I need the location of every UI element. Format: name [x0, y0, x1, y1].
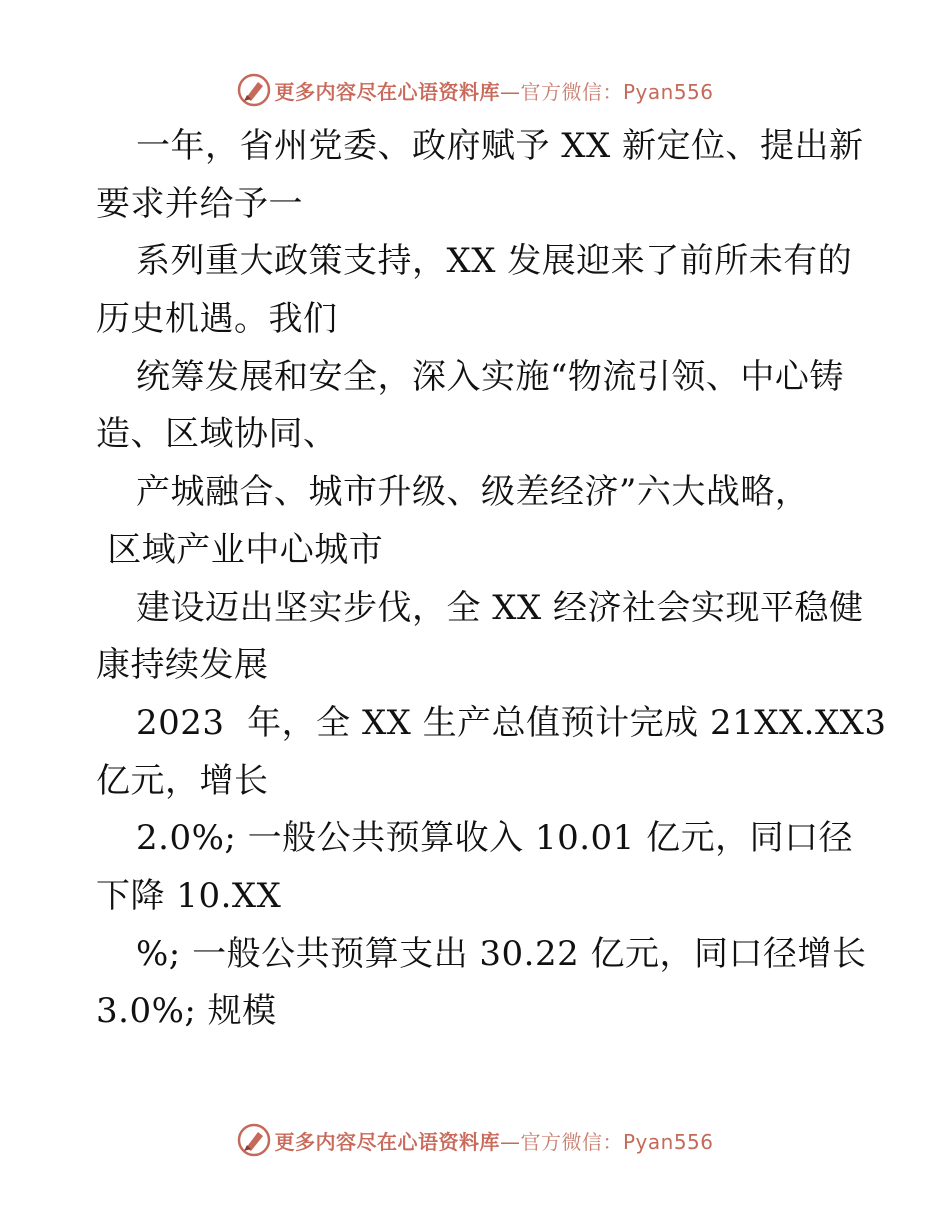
paragraph-4-line-1: 产城融合、城市升级、级差经济”六大战略， — [136, 472, 810, 513]
paragraph-3-line-2: 造、区域协同、 — [96, 414, 338, 455]
header-watermark — [0, 70, 950, 110]
watermark-text — [274, 76, 713, 105]
paragraph-5-line-2: 康持续发展 — [96, 645, 269, 686]
watermark-wechat-id: Pyan556 — [622, 79, 714, 104]
paragraph-8-line-1: %; 一般公共预算支出 30.22 亿元，同口径增长 — [136, 933, 867, 974]
paragraph-7-line-2: 下降 10.XX — [96, 875, 282, 916]
watermark-separator: — — [499, 79, 521, 104]
document-body — [96, 118, 896, 1041]
paragraph-6-line-2: 亿元，增长 — [96, 760, 269, 801]
paragraph-2-line-1: 系列重大政策支持，XX 发展迎来了前所未有的 — [136, 241, 853, 282]
paragraph-4-line-2: 区域产业中心城市 — [96, 529, 384, 570]
watermark-separator: — — [499, 1129, 521, 1154]
paragraph-1-line-2: 要求并给予一 — [96, 183, 303, 224]
paragraph-1-line-1: 一年，省州党委、政府赋予 XX 新定位、提出新 — [136, 126, 864, 166]
fountain-pen-icon — [236, 72, 272, 108]
watermark-site: 更多内容尽在心语资料库 — [274, 1129, 500, 1154]
fountain-pen-icon — [236, 1122, 272, 1158]
watermark-wechat-id: Pyan556 — [622, 1129, 714, 1154]
paragraph-6-line-1: 2023 年，全 XX 生产总值预计完成 21XX.XX3 — [136, 702, 887, 743]
paragraph-2-line-2: 历史机遇。我们 — [96, 299, 338, 340]
watermark-wechat-label: 官方微信： — [520, 1129, 623, 1154]
watermark-wechat-label: 官方微信： — [520, 79, 623, 104]
paragraph-7-line-1: 2.0%; 一般公共预算收入 10.01 亿元，同口径 — [136, 818, 854, 859]
paragraph-8-line-2: 3.0%; 规模 — [96, 991, 277, 1032]
paragraph-5-line-1: 建设迈出坚实步伐，全 XX 经济社会实现平稳健 — [136, 587, 864, 628]
paragraph-3-line-1: 统筹发展和安全，深入实施“物流引领、中心铸 — [136, 356, 844, 397]
footer-watermark — [0, 1120, 950, 1160]
watermark-text — [274, 1126, 713, 1155]
watermark-site: 更多内容尽在心语资料库 — [274, 79, 500, 104]
